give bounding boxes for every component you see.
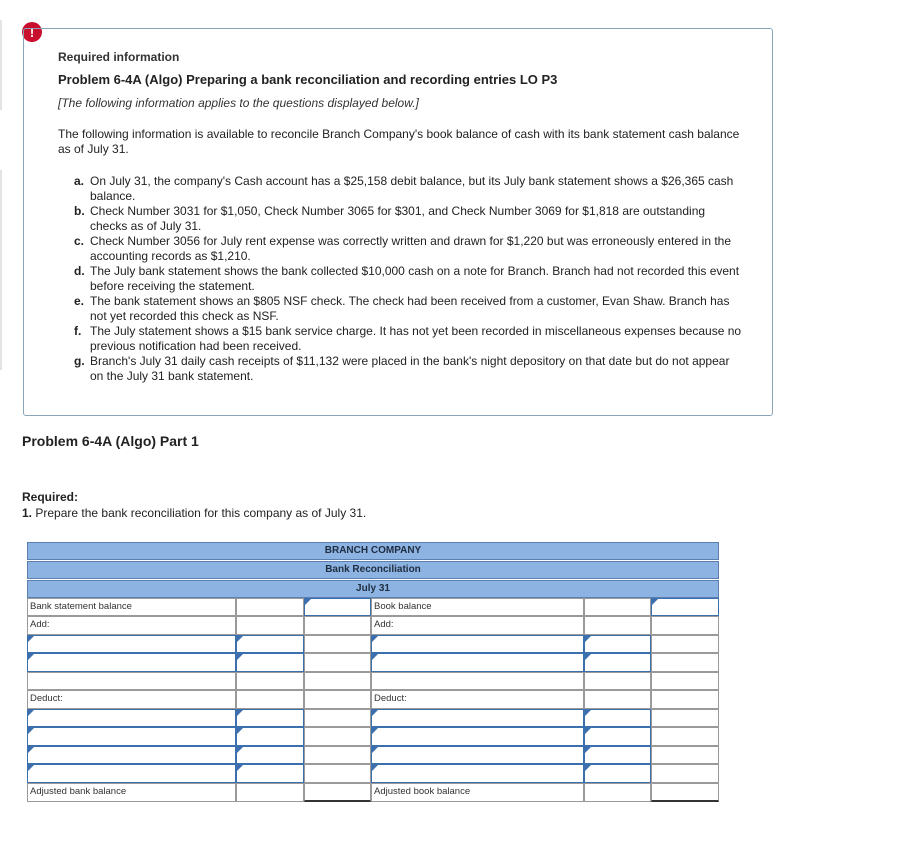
problem-title: Problem 6-4A (Algo) Preparing a bank reconciliation and recording entries LO P3 [58, 72, 558, 87]
book-empty-cell [584, 598, 651, 616]
book-empty-cell [651, 764, 719, 783]
list-item: e. The bank statement shows an $805 NSF check. The check had been received from a customer, Evan Shaw. Branch has not yet recorded this check as NSF. [74, 294, 730, 323]
bank-empty-cell [236, 672, 304, 690]
bank-add-amount-input[interactable] [236, 635, 304, 653]
bank-empty-cell [304, 616, 371, 635]
required-label: Required: [22, 490, 79, 504]
bank-empty-cell [304, 653, 371, 672]
book-deduct-label: Deduct: [371, 690, 584, 709]
part-heading: Problem 6-4A (Algo) Part 1 [22, 433, 199, 449]
book-deduct-amount-input[interactable] [584, 709, 651, 727]
info-title: Required information [58, 50, 180, 64]
book-empty-cell [651, 746, 719, 764]
adjusted-book-label: Adjusted book balance [371, 783, 584, 802]
book-deduct-amount-input[interactable] [584, 746, 651, 764]
required-text: 1. Prepare the bank reconciliation for this company as of July 31. [22, 506, 367, 520]
bank-empty-cell [304, 727, 371, 746]
book-empty-cell [651, 616, 719, 635]
bank-deduct-amount-input[interactable] [236, 709, 304, 727]
book-empty-cell [584, 783, 651, 802]
bank-add-amount-input[interactable] [236, 653, 304, 672]
book-empty-cell [371, 672, 584, 690]
alert-icon: ! [22, 22, 42, 42]
recon-company: BRANCH COMPANY [27, 542, 719, 560]
bank-subtotal-cell [304, 672, 371, 690]
info-note: [The following information applies to the questions displayed below.] [58, 96, 419, 110]
bank-empty-cell [236, 690, 304, 709]
book-empty-cell [651, 690, 719, 709]
bank-deduct-desc-input[interactable] [27, 764, 236, 783]
book-deduct-desc-input[interactable] [371, 727, 584, 746]
book-deduct-amount-input[interactable] [584, 764, 651, 783]
bank-deduct-desc-input[interactable] [27, 727, 236, 746]
book-deduct-desc-input[interactable] [371, 709, 584, 727]
bank-empty-cell [236, 783, 304, 802]
info-intro: The following information is available to reconcile Branch Company's book balance of cash with its bank statement cash balance as of July 31. [58, 127, 740, 156]
list-item: b. Check Number 3031 for $1,050, Check Number 3065 for $301, and Check Number 3069 for $1,818 are outstanding checks as of July 31. [74, 204, 706, 233]
bank-empty-cell [304, 635, 371, 653]
recon-date: July 31 [27, 580, 719, 598]
book-deduct-desc-input[interactable] [371, 746, 584, 764]
bank-deduct-desc-input[interactable] [27, 746, 236, 764]
bank-empty-cell [236, 598, 304, 616]
list-item: c. Check Number 3056 for July rent expense was correctly written and drawn for $1,220 but was erroneously entered in the accounting records as $1,210. [74, 234, 732, 263]
bank-empty-cell [304, 764, 371, 783]
book-balance-input[interactable] [651, 598, 719, 616]
list-item: g. Branch's July 31 daily cash receipts of $11,132 were placed in the bank's night depository on that date but do not appear on the July 31 bank statement. [74, 354, 730, 383]
book-balance-label: Book balance [371, 598, 584, 616]
bank-balance-label: Bank statement balance [27, 598, 236, 616]
book-empty-cell [584, 690, 651, 709]
book-add-desc-input[interactable] [371, 653, 584, 672]
book-deduct-desc-input[interactable] [371, 764, 584, 783]
bank-deduct-amount-input[interactable] [236, 764, 304, 783]
bank-deduct-amount-input[interactable] [236, 746, 304, 764]
bank-balance-input[interactable] [304, 598, 371, 616]
bank-reconciliation-table [27, 542, 719, 802]
bank-add-desc-input[interactable] [27, 635, 236, 653]
book-add-amount-input[interactable] [584, 653, 651, 672]
recon-title: Bank Reconciliation [27, 561, 719, 579]
bank-empty-cell [304, 746, 371, 764]
adjusted-book-total [651, 783, 719, 802]
book-subtotal-cell [651, 672, 719, 690]
adjusted-bank-label: Adjusted bank balance [27, 783, 236, 802]
list-item: f. The July statement shows a $15 bank service charge. It has not yet been recorded in miscellaneous expenses because no previous notification had been received. [74, 324, 742, 353]
book-empty-cell [584, 616, 651, 635]
info-items [74, 174, 744, 384]
bank-empty-cell [304, 709, 371, 727]
list-item: a. On July 31, the company's Cash account has a $25,158 debit balance, but its July bank statement shows a $26,365 cash balance. [74, 174, 734, 203]
left-divider [0, 20, 2, 110]
book-empty-cell [651, 727, 719, 746]
book-empty-cell [651, 709, 719, 727]
bank-deduct-amount-input[interactable] [236, 727, 304, 746]
book-add-label: Add: [371, 616, 584, 635]
bank-empty-cell [27, 672, 236, 690]
book-deduct-amount-input[interactable] [584, 727, 651, 746]
bank-deduct-desc-input[interactable] [27, 709, 236, 727]
bank-add-desc-input[interactable] [27, 653, 236, 672]
bank-deduct-label: Deduct: [27, 690, 236, 709]
bank-add-label: Add: [27, 616, 236, 635]
adjusted-bank-total [304, 783, 371, 802]
bank-empty-cell [304, 690, 371, 709]
book-add-amount-input[interactable] [584, 635, 651, 653]
left-divider [0, 170, 2, 370]
info-panel [23, 28, 773, 416]
book-empty-cell [651, 653, 719, 672]
book-empty-cell [651, 635, 719, 653]
book-empty-cell [584, 672, 651, 690]
list-item: d. The July bank statement shows the bank collected $10,000 cash on a note for Branch. Branch had not recorded this event before receiving the statement. [74, 264, 740, 293]
book-add-desc-input[interactable] [371, 635, 584, 653]
bank-empty-cell [236, 616, 304, 635]
